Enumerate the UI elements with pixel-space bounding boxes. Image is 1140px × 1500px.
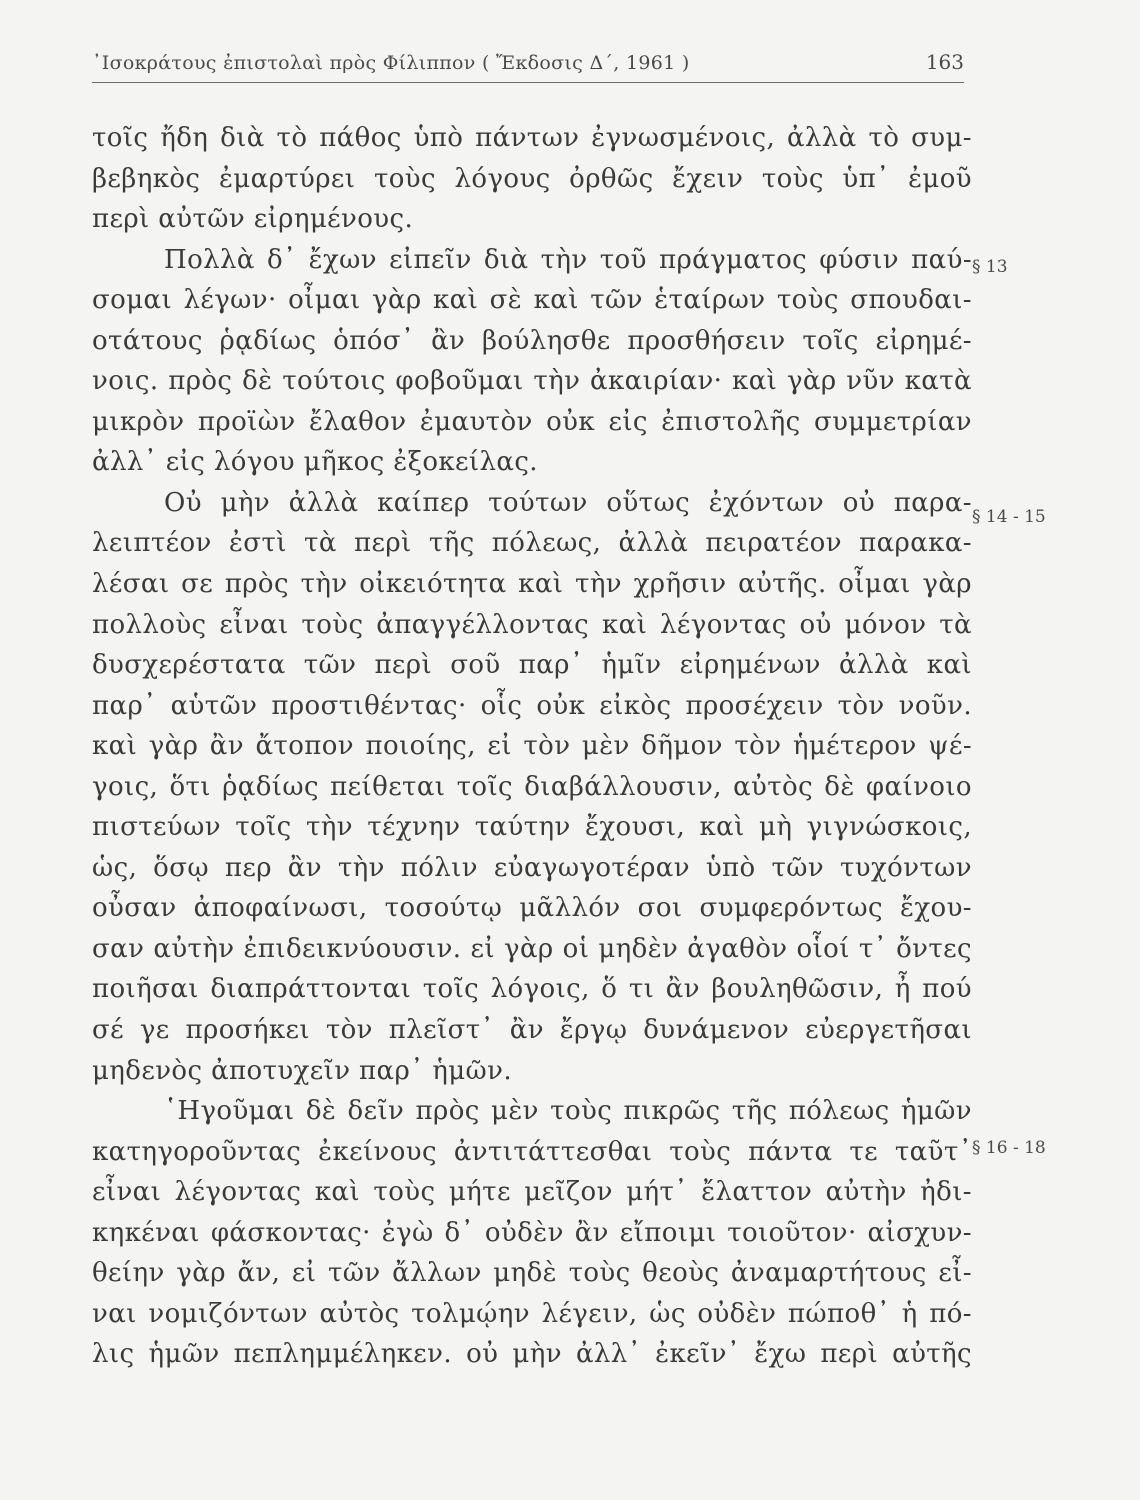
text-line: σαν αὐτὴν ἐπιδεικνύουσιν. εἰ γὰρ οἱ μηδὲν ἀγαθὸν οἷοί τ᾿ ὄντες [92, 933, 972, 964]
text-line: νοις. πρὸς δὲ τούτοις φοβοῦμαι τὴν ἀκαιρίαν· καὶ γὰρ νῦν κατὰ [92, 366, 972, 397]
text-line: καὶ γὰρ ἂν ἄτοπον ποιοίης, εἰ τὸν μὲν δῆμον τὸν ἡμέτερον ψέ- [92, 731, 972, 762]
header-rule [92, 82, 964, 83]
text-line: μικρὸν προϊὼν ἔλαθον ἐμαυτὸν οὐκ εἰς ἐπιστολῆς συμμετρίαν [92, 406, 972, 437]
text-line: λέσαι σε πρὸς τὴν οἰκειότητα καὶ τὴν χρῆσιν αὐτῆς. οἶμαι γὰρ [92, 569, 972, 600]
margin-ref-section-13: § 13 [972, 257, 1008, 277]
text-line: ὡς, ὅσῳ περ ἂν τὴν πόλιν εὐαγωγοτέραν ὑπὸ τῶν τυχόντων [92, 852, 972, 883]
text-line: παρ᾿ αὑτῶν προστιθέντας· οἷς οὐκ εἰκὸς προσέχειν τὸν νοῦν. [92, 690, 972, 721]
text-line: κατηγοροῦντας ἐκείνους ἀντιτάττεσθαι τοὺς πάντα τε ταῦτ᾿ [92, 1136, 972, 1167]
running-title: ᾿Ισοκράτους ἐπιστολαὶ πρὸς Φίλιππον ( Ἔκδοσις Δ΄, 1961 ) [92, 52, 690, 74]
text-line: θείην γὰρ ἄν, εἰ τῶν ἄλλων μηδὲ τοὺς θεοὺς ἀναμαρτήτους εἶ- [92, 1258, 972, 1289]
text-line: οτάτους ῥᾳδίως ὁπόσ᾿ ἂν βούλησθε προσθήσειν τοῖς εἰρημέ- [92, 325, 972, 356]
text-line: οὖσαν ἀποφαίνωσι, τοσούτῳ μᾶλλόν σοι συμφερόντως ἔχου- [92, 893, 972, 924]
text-line: λις ἡμῶν πεπλημμέληκεν. οὐ μὴν ἀλλ᾿ ἐκεῖν᾿ ἔχω περὶ αὐτῆς [92, 1339, 972, 1370]
text-line: λειπτέον ἐστὶ τὰ περὶ τῆς πόλεως, ἀλλὰ πειρατέον παρακα- [92, 528, 972, 559]
text-line: περὶ αὐτῶν εἰρημένους. [92, 204, 414, 235]
text-line: ναι νομιζόντων αὐτὸς τολμῴην λέγειν, ὡς οὐδὲν πώποθ᾿ ἡ πό- [92, 1298, 972, 1329]
page-number: 163 [925, 50, 964, 74]
text-line: ἀλλ᾿ εἰς λόγου μῆκος ἐξοκείλας. [92, 447, 538, 478]
margin-ref-section-14-15: § 14 - 15 [972, 507, 1046, 527]
text-line: Οὐ μὴν ἀλλὰ καίπερ τούτων οὕτως ἐχόντων οὐ παρα- [164, 487, 972, 518]
text-line: Πολλὰ δ᾿ ἔχων εἰπεῖν διὰ τὴν τοῦ πράγματος φύσιν παύ- [164, 244, 972, 275]
page-header [92, 48, 964, 84]
text-line: πιστεύων τοῖς τὴν τέχνην ταύτην ἔχουσι, καὶ μὴ γιγνώσκοις, [92, 812, 972, 843]
text-line: βεβηκὸς ἐμαρτύρει τοὺς λόγους ὀρθῶς ἔχειν τοὺς ὑπ᾿ ἐμοῦ [92, 163, 972, 194]
text-line: κηκέναι φάσκοντας· ἐγὼ δ᾿ οὐδὲν ἂν εἴποιμι τοιοῦτον· αἰσχυν- [92, 1217, 972, 1248]
text-line: δυσχερέστατα τῶν περὶ σοῦ παρ᾿ ἡμῖν εἰρημένων ἀλλὰ καὶ [92, 650, 972, 681]
text-line: ῾Ηγοῦμαι δὲ δεῖν πρὸς μὲν τοὺς πικρῶς τῆς πόλεως ἡμῶν [164, 1096, 972, 1127]
text-line: εἶναι λέγοντας καὶ τοὺς μήτε μεῖζον μήτ᾿ ἔλαττον αὐτὴν ἠδι- [92, 1177, 972, 1208]
text-line: σομαι λέγων· οἶμαι γὰρ καὶ σὲ καὶ τῶν ἑταίρων τοὺς σπουδαι- [92, 285, 972, 316]
text-line: γοις, ὅτι ῥᾳδίως πείθεται τοῖς διαβάλλουσιν, αὐτὸς δὲ φαίνοιο [92, 771, 972, 802]
text-line: πολλοὺς εἶναι τοὺς ἀπαγγέλλοντας καὶ λέγοντας οὐ μόνον τὰ [92, 609, 972, 640]
text-line: ποιῆσαι διαπράττονται τοῖς λόγοις, ὅ τι ἂν βουληθῶσιν, ἦ πού [92, 974, 972, 1005]
text-line: σέ γε προσήκει τὸν πλεῖστ᾿ ἂν ἔργῳ δυνάμενον εὐεργετῆσαι [92, 1015, 972, 1046]
body-text [92, 118, 972, 1375]
text-line: μηδενὸς ἀποτυχεῖν παρ᾿ ἡμῶν. [92, 1055, 513, 1086]
margin-ref-section-16-18: § 16 - 18 [972, 1138, 1046, 1158]
text-line: τοῖς ἤδη διὰ τὸ πάθος ὑπὸ πάντων ἐγνωσμένοις, ἀλλὰ τὸ συμ- [92, 123, 972, 153]
